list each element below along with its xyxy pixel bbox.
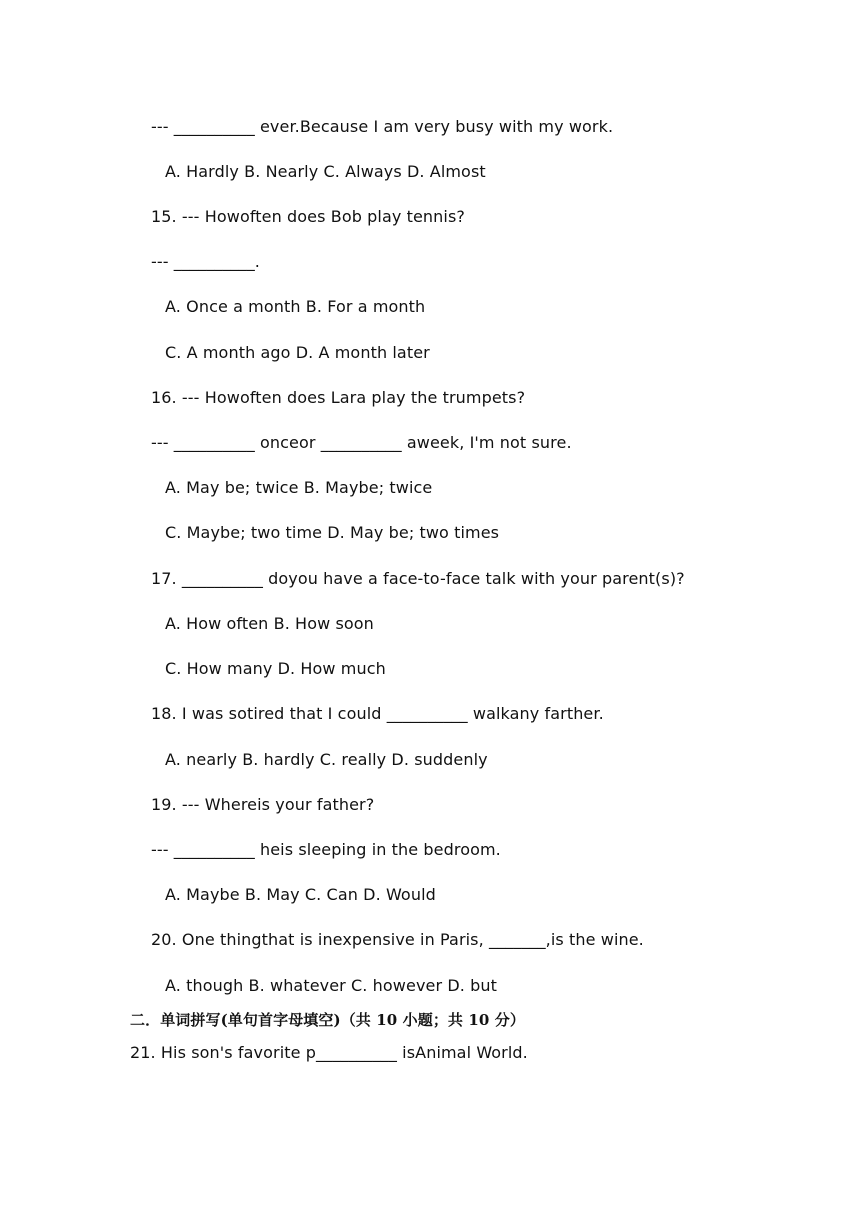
section-heading: 二．单词拼写(单句首字母填空)（共 10 小题；共 10 分） [130, 1011, 525, 1029]
q19-answer-line: --- __________ heis sleeping in the bedroom. [151, 840, 501, 859]
q14-options: A. Hardly B. Nearly C. Always D. Almost [165, 162, 486, 181]
q18-question: 18. I was sotired that I could __________ walkany farther. [151, 704, 604, 723]
q16-options-ab: A. May be; twice B. Maybe; twice [165, 478, 433, 497]
q21-question: 21. His son's favorite p__________ isAnimal World. [130, 1043, 528, 1062]
q16-answer-line: --- __________ onceor __________ aweek, I'm not sure. [151, 433, 572, 452]
q17-options-cd: C. How many D. How much [165, 659, 386, 678]
q20-question: 20. One thingthat is inexpensive in Paris, _______,is the wine. [151, 930, 644, 949]
q18-options: A. nearly B. hardly C. really D. suddenly [165, 750, 488, 769]
q19-question: 19. --- Whereis your father? [151, 795, 375, 814]
q17-options-ab: A. How often B. How soon [165, 614, 374, 633]
q19-options: A. Maybe B. May C. Can D. Would [165, 885, 436, 904]
q15-question: 15. --- Howoften does Bob play tennis? [151, 207, 465, 226]
q16-question: 16. --- Howoften does Lara play the trumpets? [151, 388, 526, 407]
q17-question: 17. __________ doyou have a face-to-face talk with your parent(s)? [151, 569, 685, 588]
q15-answer-line: --- __________. [151, 252, 260, 271]
q16-options-cd: C. Maybe; two time D. May be; two times [165, 523, 500, 542]
q14-answer-line: --- __________ ever.Because I am very busy with my work. [151, 117, 614, 136]
q15-options-ab: A. Once a month B. For a month [165, 297, 426, 316]
q20-options: A. though B. whatever C. however D. but [165, 976, 497, 995]
q15-options-cd: C. A month ago D. A month later [165, 343, 430, 362]
